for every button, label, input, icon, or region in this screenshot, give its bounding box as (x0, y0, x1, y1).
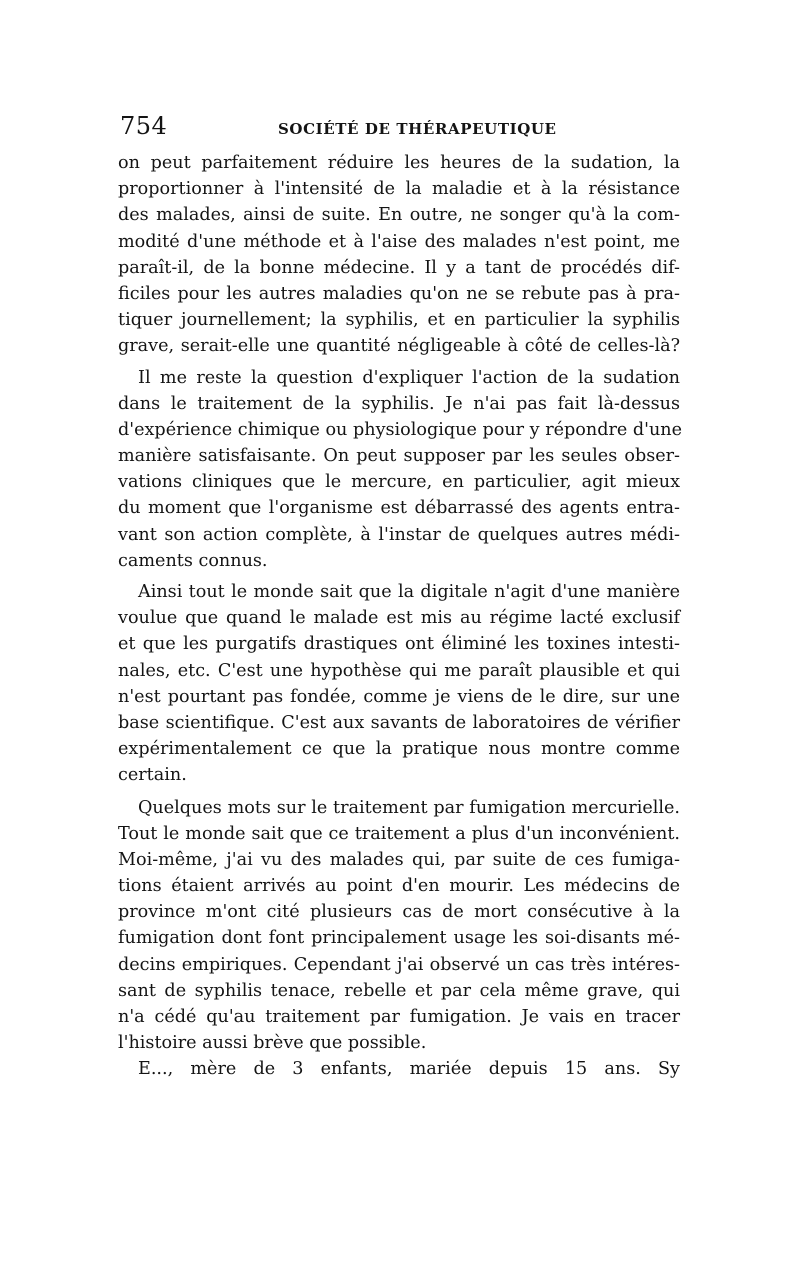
text-line: vant son action complète, à l'instar de quelques autres médi- (118, 524, 680, 545)
text-line: modité d'une méthode et à l'aise des malades n'est point, me (118, 231, 680, 252)
body-text (118, 150, 683, 1083)
text-line: tions étaient arrivés au point d'en mourir. Les médecins de (118, 876, 680, 897)
text-line: certain. (118, 765, 187, 786)
text-line: d'expérience chimique ou physiologique pour y répondre d'une (118, 419, 683, 440)
text-line: voulue que quand le malade est mis au régime lacté exclusif (118, 608, 680, 629)
text-line: expérimentalement ce que la pratique nous montre comme (118, 739, 680, 760)
text-line: proportionner à l'intensité de la maladie et à la résistance (118, 179, 680, 200)
text-line: nales, etc. C'est une hypothèse qui me paraît plausible et qui (118, 660, 680, 681)
text-line: Tout le monde sait que ce traitement a plus d'un inconvénient. (118, 823, 680, 844)
text-line: du moment que l'organisme est débarrassé des agents entra- (118, 498, 680, 519)
text-line: Il me reste la question d'expliquer l'action de la sudation (138, 367, 680, 388)
paragraph-digitale-example (118, 579, 680, 789)
text-line: decins empiriques. Cependant j'ai observé un cas très intéres- (118, 954, 680, 975)
text-line: base scientifique. C'est aux savants de laboratoires de vérifier (118, 712, 680, 733)
paragraph-sudation-duration (118, 150, 680, 360)
journal-title: SOCIÉTÉ DE THÉRAPEUTIQUE (278, 120, 557, 138)
text-line: dans le traitement de la syphilis. Je n'ai pas fait là-dessus (118, 393, 680, 414)
text-line: n'a cédé qu'au traitement par fumigation. Je vais en tracer (118, 1007, 680, 1027)
text-line: paraît-il, de la bonne médecine. Il y a tant de procédés dif- (118, 257, 680, 278)
text-line: Quelques mots sur le traitement par fumigation mercurielle. (138, 797, 680, 818)
text-line: n'est pourtant pas fondée, comme je viens de le dire, sur une (118, 686, 680, 707)
text-line: Moi-même, j'ai vu des malades qui, par suite de ces fumiga- (118, 849, 680, 870)
text-line: fumigation dont font principalement usage les soi-disants mé- (118, 928, 680, 949)
paragraph-sudation-action (118, 365, 683, 575)
text-line: des malades, ainsi de suite. En outre, ne songer qu'à la com- (118, 205, 680, 226)
text-line: province m'ont cité plusieurs cas de mort consécutive à la (118, 902, 680, 923)
text-line: manière satisfaisante. On peut supposer par les seules obser- (118, 446, 680, 467)
book-page (118, 110, 683, 1083)
running-head (118, 110, 680, 150)
paragraph-fumigation (118, 795, 680, 1057)
paragraph-case-report (118, 1056, 680, 1082)
text-line: vations cliniques que le mercure, en particulier, agit mieux (118, 472, 680, 493)
text-line: grave, serait-elle une quantité négligeable à côté de celles-là? (118, 336, 680, 357)
text-line: ficiles pour les autres maladies qu'on ne se rebute pas à pra- (118, 283, 680, 304)
text-line: l'histoire aussi brève que possible. (118, 1033, 427, 1054)
text-line: et que les purgatifs drastiques ont éliminé les toxines intesti- (118, 634, 680, 655)
text-line: caments connus. (118, 550, 268, 571)
text-line: tiquer journellement; la syphilis, et en particulier la syphilis (118, 310, 680, 331)
text-line: E..., mère de 3 enfants, mariée depuis 15 ans. Sy (138, 1059, 680, 1080)
text-line: sant de syphilis tenace, rebelle et par cela même grave, qui (118, 980, 680, 1001)
page-number: 754 (120, 112, 168, 140)
text-line: on peut parfaitement réduire les heures de la sudation, la (118, 153, 680, 173)
text-line: Ainsi tout le monde sait que la digitale n'agit d'une manière (138, 582, 680, 602)
